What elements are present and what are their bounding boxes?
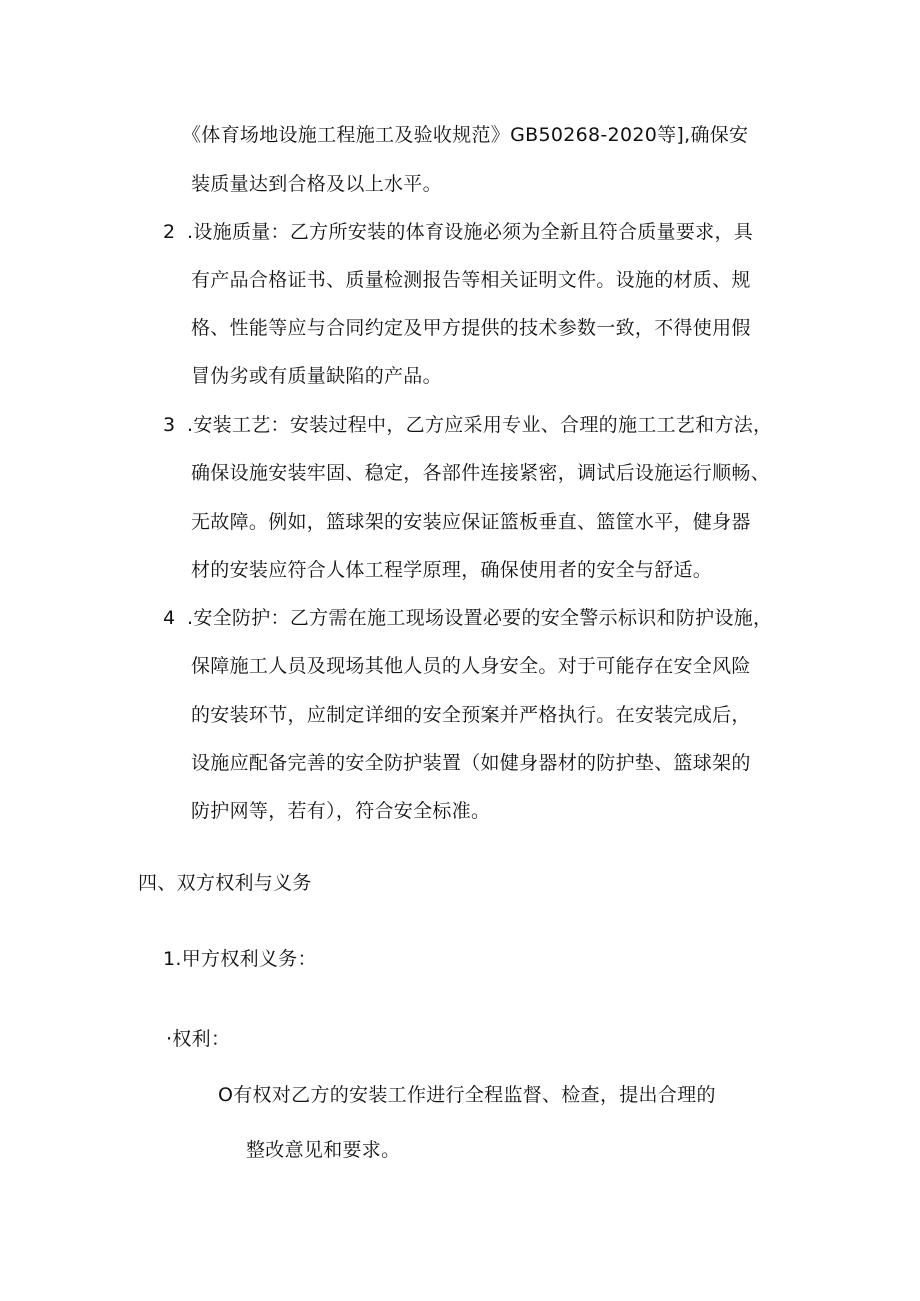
rights-line-2: 整改意见和要求。 bbox=[246, 1139, 401, 1161]
item-4-line-4: 设施应配备完善的安全防护装置（如健身器材的防护垫、篮球架的 bbox=[191, 752, 751, 774]
item-3-line-4: 材的安装应符合人体工程学原理，确保使用者的安全与舒适。 bbox=[191, 559, 713, 581]
section-4-heading: 四、双方权利与义务 bbox=[138, 872, 312, 894]
item-3-line-2: 确保设施安装牢固、稳定，各部件连接紧密，调试后设施运行顺畅、 bbox=[191, 462, 771, 484]
rights-line-1: O有权对乙方的安装工作进行全程监督、检查，提出合理的 bbox=[218, 1084, 716, 1106]
item-3-line-3: 无故障。例如，篮球架的安装应保证篮板垂直、篮筐水平，健身器 bbox=[191, 511, 751, 533]
item-4-line-3: 的安装环节，应制定详细的安全预案并严格执行。在安装完成后， bbox=[191, 704, 751, 726]
item-3-line-1: .安装工艺：安装过程中，乙方应采用专业、合理的施工工艺和方法， bbox=[187, 414, 773, 436]
item-4-line-5: 防护网等，若有），符合安全标准。 bbox=[191, 800, 491, 822]
item-2-line-3: 格、性能等应与合同约定及甲方提供的技术参数一致，不得使用假 bbox=[191, 317, 751, 339]
rights-label: ·权利： bbox=[166, 1028, 231, 1050]
item-3-number: 3 bbox=[163, 414, 176, 436]
item-2-line-1: .设施质量：乙方所安装的体育设施必须为全新且符合质量要求，具 bbox=[187, 221, 754, 243]
intro-line-2: 装质量达到合格及以上水平。 bbox=[191, 173, 442, 195]
subsection-1-heading: 1.甲方权利义务： bbox=[163, 948, 317, 970]
item-4-number: 4 bbox=[163, 607, 176, 629]
item-2-number: 2 bbox=[163, 221, 176, 243]
item-4-line-2: 保障施工人员及现场其他人员的人身安全。对于可能存在安全风险 bbox=[191, 655, 751, 677]
item-4-line-1: .安全防护：乙方需在施工现场设置必要的安全警示标识和防护设施， bbox=[187, 607, 773, 629]
item-2-line-4: 冒伪劣或有质量缺陷的产品。 bbox=[191, 365, 442, 387]
intro-line-1: 《体育场地设施工程施工及验收规范》GB50268-2020等],确保安 bbox=[182, 124, 749, 146]
item-2-line-2: 有产品合格证书、质量检测报告等相关证明文件。设施的材质、规 bbox=[191, 269, 751, 291]
